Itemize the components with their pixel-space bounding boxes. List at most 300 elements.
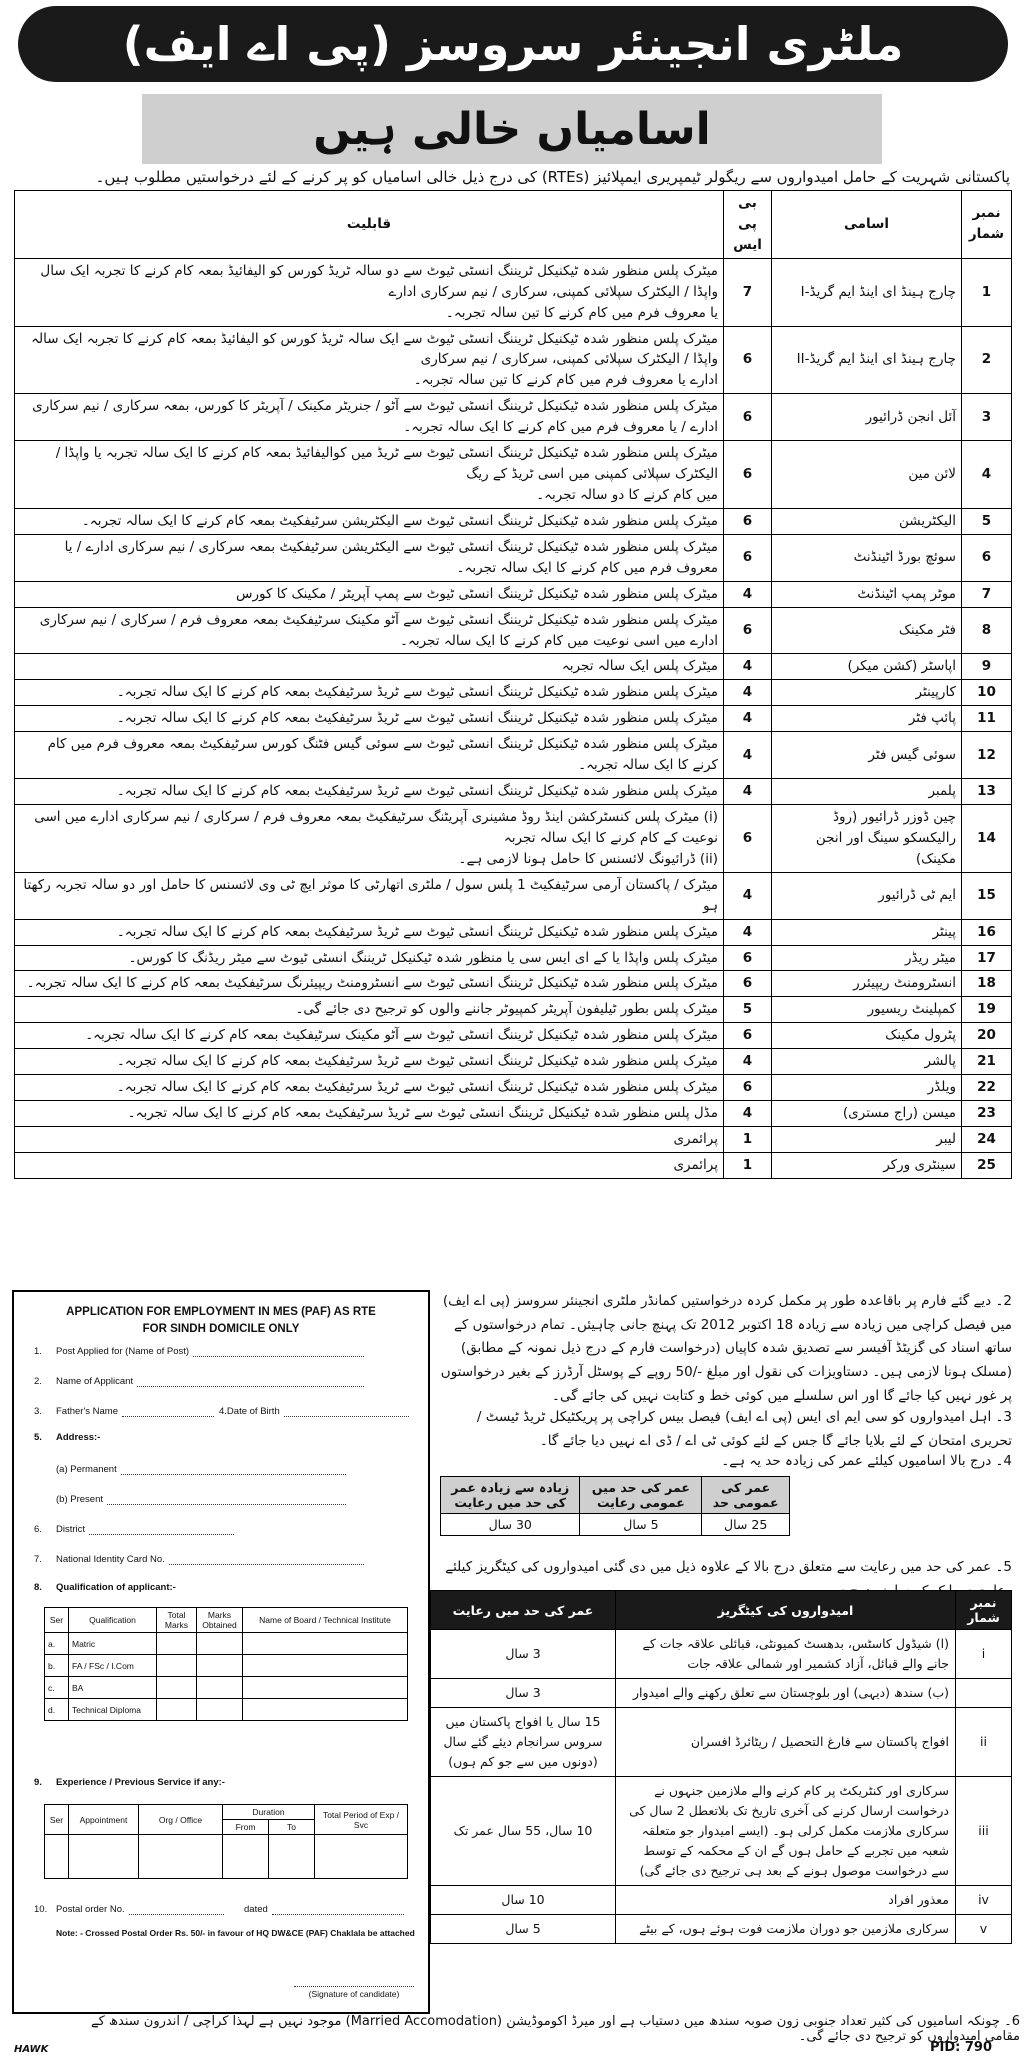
- qualification-cell: [15, 1152, 724, 1178]
- table-header-row: [15, 191, 1012, 259]
- table-row: [15, 326, 1012, 394]
- field-dob[interactable]: [219, 1406, 409, 1417]
- table-row: [45, 1835, 408, 1879]
- table-row: [15, 581, 1012, 607]
- bps-grade: 7: [724, 258, 772, 326]
- qualification-cell: [15, 654, 724, 680]
- field-number: 7.: [34, 1554, 42, 1565]
- relax-value: 10 سال، 55 سال عمر تک: [431, 1777, 616, 1886]
- age-value-cell: 30 سال: [441, 1514, 580, 1536]
- row-number: 10: [962, 680, 1012, 706]
- row-number: 18: [962, 971, 1012, 997]
- table-row: [15, 1075, 1012, 1101]
- exp-cell[interactable]: [223, 1835, 269, 1879]
- field-number: 10.: [34, 1904, 48, 1915]
- post-name: سینٹری ورکر: [772, 1152, 962, 1178]
- qual-cell[interactable]: [157, 1655, 197, 1677]
- table-row: [15, 508, 1012, 534]
- application-form: [12, 1290, 430, 2014]
- bps-grade: 6: [724, 804, 772, 872]
- relax-header-row: [431, 1591, 1012, 1630]
- qual-header-row: [45, 1608, 408, 1633]
- qual-name: FA / FSc / I.Com: [69, 1655, 157, 1677]
- row-number: 1: [962, 258, 1012, 326]
- relax-sr: [956, 1679, 1012, 1708]
- page-title: ملٹری انجینئر سروسز (پی اے ایف): [122, 17, 904, 71]
- qualification-line: میٹرک پلس منظور شدہ ٹیکنیکل ٹریننگ انسٹی ٹیوٹ سے ایک سالہ ٹریڈ کورس کو الیفائیڈ بمعہ کام کرنے کا تجربہ ایک سالہ واپڈا / الیکٹرک سپلائی کمپنی، سرکاری / نیم سرکاری: [31, 330, 718, 368]
- post-name: پالشر: [772, 1049, 962, 1075]
- qualification-line: میٹرک پلس منظور شدہ ٹیکنیکل ٹریننگ انسٹی ٹیوٹ سے الیکٹریشن سرٹیفکیٹ بمعہ سرکاری / نیم سرکاری ادارے / یا معروف فرم میں کام کرنے کا ایک سالہ تجربہ۔: [64, 538, 718, 576]
- qualification-cell: [15, 1049, 724, 1075]
- post-name: کمپلینٹ ریسیور: [772, 997, 962, 1023]
- table-row: [15, 804, 1012, 872]
- field-label: (b) Present: [56, 1494, 103, 1505]
- qualification-cell: [15, 706, 724, 732]
- field-label: Post Applied for (Name of Post): [56, 1346, 190, 1357]
- field-address: [34, 1432, 234, 1443]
- field-experience: [34, 1777, 334, 1788]
- table-row: [15, 919, 1012, 945]
- relax-header-cell: نمبر شمار: [956, 1591, 1012, 1630]
- bps-grade: 6: [724, 508, 772, 534]
- table-row: [15, 394, 1012, 441]
- post-name: چارج ہینڈ ای اینڈ ایم گریڈ-II: [772, 326, 962, 394]
- row-number: 22: [962, 1075, 1012, 1101]
- relax-sr: v: [956, 1915, 1012, 1944]
- qualification-cell: [15, 872, 724, 919]
- qual-cell[interactable]: [197, 1699, 243, 1721]
- qual-ser: b.: [45, 1655, 69, 1677]
- post-name: میسن (راج مستری): [772, 1101, 962, 1127]
- post-name: پینٹر: [772, 919, 962, 945]
- exp-cell[interactable]: [45, 1835, 69, 1879]
- bps-grade: 6: [724, 534, 772, 581]
- bps-grade: 5: [724, 997, 772, 1023]
- qualification-cell: [15, 732, 724, 779]
- qualification-line: (i) میٹرک پلس کنسٹرکشن اینڈ روڈ مشینری آپریٹنگ سرٹیفکیٹ بمعہ معروف فرم / سرکاری / نیم سرکاری ادارے میں اسی نوعیت کے کام کرنے کا ایک سالہ تجربہ: [34, 808, 718, 846]
- row-number: 13: [962, 779, 1012, 805]
- relax-category: سرکاری ملازمین جو دوران ملازمت فوت ہوئے ہوں، کے بیٹے: [616, 1915, 956, 1944]
- field-line[interactable]: [121, 1464, 346, 1475]
- qualification-cell: [15, 804, 724, 872]
- qual-cell[interactable]: [243, 1633, 408, 1655]
- exp-header-cell: Org / Office: [139, 1805, 223, 1835]
- post-name: پٹرول مکینک: [772, 1023, 962, 1049]
- table-row: [15, 732, 1012, 779]
- row-number: 19: [962, 997, 1012, 1023]
- row-number: 17: [962, 945, 1012, 971]
- field-qualification: [34, 1582, 334, 1593]
- row-number: 8: [962, 607, 1012, 654]
- bps-grade: 4: [724, 1049, 772, 1075]
- qualification-table: [44, 1607, 408, 1721]
- qualification-line: میٹرک پلس منظور شدہ ٹیکنیکل ٹریننگ انسٹی ٹیوٹ سے ٹریڈ سرٹیفکیٹ بمعہ کام کرنے کا ایک سالہ تجربہ۔: [116, 1079, 718, 1096]
- bps-grade: 4: [724, 654, 772, 680]
- qualification-line: میٹرک پلس ایک سالہ تجربہ: [561, 658, 718, 675]
- qualification-cell: [15, 508, 724, 534]
- relax-category: (ا) شیڈول کاسٹس، بدھسٹ کمیونٹی، قبائلی علاقہ جات کے جانے والے قبائل، آزاد کشمیر اور شمالی علاقہ جات: [616, 1630, 956, 1679]
- field-post[interactable]: [34, 1346, 364, 1357]
- form-title: [14, 1304, 428, 1337]
- bps-grade: 6: [724, 971, 772, 997]
- qual-cell[interactable]: [243, 1699, 408, 1721]
- field-label: 4.Date of Birth: [219, 1406, 280, 1417]
- field-line[interactable]: [193, 1346, 364, 1357]
- field-label: Name of Applicant: [56, 1376, 134, 1387]
- field-line[interactable]: [284, 1406, 409, 1417]
- row-number: 7: [962, 581, 1012, 607]
- page-subtitle: اسامیاں خالی ہیں: [313, 103, 711, 155]
- table-row: [15, 654, 1012, 680]
- qual-name: BA: [69, 1677, 157, 1699]
- relax-header-cell: عمر کی حد میں رعایت: [431, 1591, 616, 1630]
- field-line[interactable]: [129, 1904, 224, 1915]
- qualification-cell: [15, 441, 724, 509]
- age-limit-table: [440, 1476, 790, 1536]
- qualification-cell: [15, 680, 724, 706]
- bps-grade: 4: [724, 706, 772, 732]
- table-row: [15, 441, 1012, 509]
- bps-grade: 6: [724, 1075, 772, 1101]
- qualification-line: (ii) ڈرائیونگ لائسنس کا حامل ہونا لازمی ہے۔: [458, 850, 718, 867]
- qualification-cell: [15, 394, 724, 441]
- post-name: لائن مین: [772, 441, 962, 509]
- qualification-line: میٹرک پلس منظور شدہ ٹیکنیکل ٹریننگ انسٹی ٹیوٹ سے ٹریڈ سرٹیفکیٹ بمعہ کام کرنے کا ایک سالہ تجربہ۔: [116, 710, 718, 727]
- age-value-cell: 5 سال: [580, 1514, 702, 1536]
- qualification-line: میٹرک پلس منظور شدہ ٹیکنیکل ٹریننگ انسٹی ٹیوٹ سے ٹریڈ سرٹیفکیٹ بمعہ کام کرنے کا ایک سالہ تجربہ۔: [116, 783, 718, 800]
- qualification-line: میٹرک پلس منظور شدہ ٹیکنیکل ٹریننگ انسٹی ٹیوٹ سے ٹریڈ سرٹیفکیٹ بمعہ کام کرنے کا ایک سالہ تجربہ۔: [116, 1053, 718, 1070]
- exp-header-cell: Ser: [45, 1805, 69, 1835]
- table-row: [45, 1699, 408, 1721]
- subtitle-banner: [142, 94, 882, 164]
- table-row: [15, 779, 1012, 805]
- qualification-cell: [15, 1101, 724, 1127]
- field-postal-order[interactable]: [34, 1904, 224, 1915]
- header-bps: بی پی ایس: [724, 191, 772, 259]
- bps-grade: 6: [724, 1023, 772, 1049]
- field-district[interactable]: [34, 1524, 234, 1535]
- qual-header-cell: Ser: [45, 1608, 69, 1633]
- note-2: 2۔ دیے گئے فارم پر باقاعدہ طور پر مکمل کردہ درخواستیں کمانڈر ملٹری انجینئر سروسز (پی اے ایف) میں فیصل کراچی میں زیادہ سے زیادہ 18 اکتوبر 2012 تک پہنچ جانی چاہیئں۔ تمام درخواستوں کے ساتھ اسناد کی گزیٹڈ آفیسر سے تصدیق شدہ کاپیاں (درخواست فارم کے درج ذیل نمونہ کے مطابق) (مسلک ہونا لازمی ہیں۔ دستاویزات کی نقول اور مبلغ -/50 روپے کے پوسٹل آرڈرز کے بغیر درخواستوں پر غور نہیں کیا جائے گا اور اس سلسلے میں کوئی خط و کتابت نہیں کی جائے گی۔: [440, 1293, 1012, 1404]
- form-note: Note: - Crossed Postal Order Rs. 50/- in favour of HQ DW&CE (PAF) Chaklala be attached: [56, 1928, 415, 1938]
- bps-grade: 4: [724, 919, 772, 945]
- table-row: [431, 1915, 1012, 1944]
- post-name: چارج ہینڈ ای اینڈ ایم گریڈ-I: [772, 258, 962, 326]
- post-name: میٹر ریڈر: [772, 945, 962, 971]
- qual-name: Matric: [69, 1633, 157, 1655]
- qualification-line: پرائمری: [673, 1130, 718, 1147]
- row-number: 16: [962, 919, 1012, 945]
- table-row: [15, 706, 1012, 732]
- bps-grade: 6: [724, 394, 772, 441]
- field-number: 3.: [34, 1406, 42, 1417]
- qual-header-cell: Name of Board / Technical Institute: [243, 1608, 408, 1633]
- relax-value: 5 سال: [431, 1915, 616, 1944]
- form-title-line1: APPLICATION FOR EMPLOYMENT IN MES (PAF) AS RTE: [66, 1306, 376, 1318]
- qual-header-cell: Marks Obtained: [197, 1608, 243, 1633]
- exp-cell[interactable]: [139, 1835, 223, 1879]
- qualification-line: میٹرک پلس بطور ٹیلیفون آپریٹر کمپیوٹر جاننے والوں کو ترجیح دی جائے گی۔: [295, 1001, 718, 1018]
- post-name: آئل انجن ڈرائیور: [772, 394, 962, 441]
- field-label: (a) Permanent: [56, 1464, 117, 1475]
- signature-label: (Signature of candidate): [294, 1986, 414, 1999]
- bps-grade: 1: [724, 1126, 772, 1152]
- qual-ser: c.: [45, 1677, 69, 1699]
- age-header-cell: زیادہ سے زیادہ عمر کی حد میں رعایت: [441, 1477, 580, 1514]
- qual-ser: d.: [45, 1699, 69, 1721]
- table-row: [15, 997, 1012, 1023]
- qualification-line: میٹرک پلس منظور شدہ ٹیکنیکل ٹریننگ انسٹی ٹیوٹ سے دو سالہ ٹریڈ کورس کو الیفائیڈ بمعہ کام کرنے کا تجربہ ایک سال واپڈا / الیکٹرک سپلائی کمپنی، سرکاری / نیم سرکاری ادارے: [40, 262, 718, 300]
- field-label: National Identity Card No.: [56, 1554, 165, 1565]
- qualification-line: میٹرک پلس منظور شدہ ٹیکنیکل ٹریننگ انسٹی ٹیوٹ سے آٹو / جنریٹر مکینک / آپریٹر کا کورس، بمعہ سرکاری / نیم سرکاری ادارے / یا معروف فرم میں کام کرنے کا ایک سالہ تجربہ۔: [32, 398, 718, 436]
- field-label: Qualification of applicant:-: [56, 1582, 176, 1593]
- qualification-line: پرائمری: [673, 1156, 718, 1173]
- exp-cell[interactable]: [69, 1835, 139, 1879]
- field-postal-date[interactable]: [244, 1904, 404, 1915]
- age-value-row: [441, 1514, 790, 1536]
- row-number: 21: [962, 1049, 1012, 1075]
- qualification-cell: [15, 1075, 724, 1101]
- qual-cell[interactable]: [197, 1633, 243, 1655]
- qualification-cell: [15, 997, 724, 1023]
- age-relaxation-table: [430, 1590, 1012, 1944]
- field-number: 5.: [34, 1432, 42, 1443]
- qual-cell[interactable]: [157, 1633, 197, 1655]
- post-name: سوئچ بورڈ اٹینڈنٹ: [772, 534, 962, 581]
- field-label: Father's Name: [56, 1406, 119, 1417]
- post-name: پائپ فٹر: [772, 706, 962, 732]
- relax-sr: ii: [956, 1708, 1012, 1777]
- qualification-line: میٹرک پلس منظور شدہ ٹیکنیکل ٹریننگ انسٹی ٹیوٹ سے انسٹرومنٹ ریپیئرنگ سرٹیفکیٹ بمعہ کام کرنے کا ایک سالہ تجربہ۔: [26, 975, 718, 992]
- header-sr: نمبر شمار: [962, 191, 1012, 259]
- qual-ser: a.: [45, 1633, 69, 1655]
- form-title-line2: FOR SINDH DOMICILE ONLY: [142, 1322, 300, 1335]
- table-row: [45, 1633, 408, 1655]
- agency-logo: HAWK: [14, 2044, 49, 2055]
- relax-category: (ب) سندھ (دیہی) اور بلوچستان سے تعلق رکھنے والے امیدوار: [616, 1679, 956, 1708]
- relax-category: معذور افراد: [616, 1886, 956, 1915]
- qualification-cell: [15, 919, 724, 945]
- row-number: 4: [962, 441, 1012, 509]
- vacancies-table: [14, 190, 1012, 1179]
- field-label: Experience / Previous Service if any:-: [56, 1777, 225, 1788]
- field-label: dated: [244, 1904, 268, 1915]
- table-row: [431, 1708, 1012, 1777]
- qual-cell[interactable]: [157, 1699, 197, 1721]
- exp-header-cell: Appointment: [69, 1805, 139, 1835]
- bps-grade: 4: [724, 779, 772, 805]
- field-line[interactable]: [272, 1904, 404, 1915]
- table-row: [15, 1023, 1012, 1049]
- field-cnic[interactable]: [34, 1554, 364, 1565]
- row-number: 20: [962, 1023, 1012, 1049]
- table-row: [431, 1777, 1012, 1886]
- relax-header-cell: امیدواروں کی کیٹگریز: [616, 1591, 956, 1630]
- post-name: اپاسٹر (کشن میکر): [772, 654, 962, 680]
- relax-value: 3 سال: [431, 1679, 616, 1708]
- title-banner: [18, 6, 1008, 82]
- qualification-cell: [15, 1023, 724, 1049]
- table-row: [15, 872, 1012, 919]
- table-row: [15, 258, 1012, 326]
- qual-header-cell: Total Marks: [157, 1608, 197, 1633]
- table-row: [15, 680, 1012, 706]
- age-header-cell: عمر کی حد میں عمومی رعایت: [580, 1477, 702, 1514]
- header-post: اسامی: [772, 191, 962, 259]
- qualification-line: میٹرک پلس واپڈا یا کے ای ایس سی یا منظور شدہ ٹیکنیکل ٹریننگ انسٹی ٹیوٹ سے میٹر ریڈنگ کا کورس۔: [128, 949, 718, 966]
- post-name: سوئی گیس فٹر: [772, 732, 962, 779]
- qualification-line: میٹرک / پاکستان آرمی سرٹیفکیٹ 1 پلس سول / ملٹری اتھارٹی کا موثر ایچ ٹی وی لائسنس کا حامل اور دو سالہ تجربہ رکھتا ہو: [23, 876, 718, 914]
- qual-name: Technical Diploma: [69, 1699, 157, 1721]
- qualification-line: میٹرک پلس منظور شدہ ٹیکنیکل ٹریننگ انسٹی ٹیوٹ سے الیکٹریشن سرٹیفکیٹ بمعہ کام کرنے کا ایک سالہ تجربہ۔: [81, 512, 718, 529]
- age-header-cell: عمر کی عمومی حد: [702, 1477, 790, 1514]
- field-address-permanent[interactable]: [56, 1464, 346, 1475]
- row-number: 14: [962, 804, 1012, 872]
- qualification-cell: [15, 534, 724, 581]
- bps-grade: 4: [724, 732, 772, 779]
- field-label: Postal order No.: [56, 1904, 125, 1915]
- qualification-line: میٹرک پلس منظور شدہ ٹیکنیکل ٹریننگ انسٹی ٹیوٹ سے آٹو مکینک سرٹیفکیٹ بمعہ کام کرنے کا ایک سالہ تجربہ۔: [85, 1027, 718, 1044]
- row-number: 24: [962, 1126, 1012, 1152]
- qualification-line: ادارے یا معروف فرم میں کام کرنے کا تین سالہ تجربہ۔: [413, 372, 718, 389]
- exp-header-cell: Duration: [223, 1805, 315, 1820]
- relax-category: سرکاری اور کنٹریکٹ پر کام کرنے والے ملازمین جنہوں نے درخواست ارسال کرنے کی آخری تاریخ تک بلاتعطل 2 سال کی سرکاری ملازمت مکمل کرلی ہو۔ (ایسے امیدوار جو متعلقہ شعبہ میں تجربے کے حامل ہوں گے ان کے محکمہ کے توسط سے درخواست موصول ہونے کے بعد ہی ترجیح دی جائے گی): [616, 1777, 956, 1886]
- table-row: [15, 607, 1012, 654]
- field-number: 9.: [34, 1777, 42, 1788]
- bps-grade: 6: [724, 441, 772, 509]
- pid-label: PID: 790: [930, 2040, 993, 2055]
- experience-table: [44, 1804, 408, 1879]
- field-number: 1.: [34, 1346, 42, 1357]
- bps-grade: 4: [724, 581, 772, 607]
- qualification-cell: [15, 1126, 724, 1152]
- field-line[interactable]: [89, 1524, 234, 1535]
- qual-cell[interactable]: [243, 1655, 408, 1677]
- field-address-present[interactable]: [56, 1494, 346, 1505]
- qual-cell[interactable]: [243, 1677, 408, 1699]
- qualification-cell: [15, 945, 724, 971]
- post-name: فٹر مکینک: [772, 607, 962, 654]
- table-row: [15, 971, 1012, 997]
- qual-cell[interactable]: [197, 1677, 243, 1699]
- post-name: موٹر پمپ اٹینڈنٹ: [772, 581, 962, 607]
- field-line[interactable]: [169, 1554, 364, 1565]
- field-label: District: [56, 1524, 86, 1535]
- row-number: 5: [962, 508, 1012, 534]
- qualification-line: میٹرک پلس منظور شدہ ٹیکنیکل ٹریننگ انسٹی ٹیوٹ سے پمپ آپریٹر / مکینک کا کورس: [236, 585, 718, 602]
- qualification-line: مڈل پلس منظور شدہ ٹیکنیکل ٹریننگ انسٹی ٹیوٹ سے ٹریڈ سرٹیفکیٹ بمعہ کام کرنے کا ایک سالہ تجربہ۔: [127, 1105, 718, 1122]
- bps-grade: 6: [724, 607, 772, 654]
- table-row: [15, 1152, 1012, 1178]
- qualification-line: میٹرک پلس منظور شدہ ٹیکنیکل ٹریننگ انسٹی ٹیوٹ سے ٹریڈ میں کوالیفائیڈ بمعہ کام کرنے کا ایک سالہ تجربہ یا واپڈا / الیکٹرک سپلائی کمپنی میں اسی ٹریڈ کے ریگ: [55, 445, 718, 483]
- row-number: 11: [962, 706, 1012, 732]
- exp-header-row: [45, 1805, 408, 1820]
- qualification-cell: [15, 971, 724, 997]
- table-row: [15, 1049, 1012, 1075]
- qualification-cell: [15, 607, 724, 654]
- bps-grade: 4: [724, 1101, 772, 1127]
- field-father-name[interactable]: [34, 1406, 214, 1417]
- vacancies-body: [15, 258, 1012, 1178]
- field-line[interactable]: [122, 1406, 214, 1417]
- age-header-row: [441, 1477, 790, 1514]
- note-5: 5۔ عمر کی حد میں رعایت سے متعلق درج بالا کے علاوہ ذیل میں دی گئی امیدواروں کی کیٹگریز کیلئے: [445, 1559, 1012, 1575]
- relax-value: 10 سال: [431, 1886, 616, 1915]
- post-name: ایم ٹی ڈرائیور: [772, 872, 962, 919]
- post-name: انسٹرومنٹ ریپیئرر: [772, 971, 962, 997]
- row-number: 6: [962, 534, 1012, 581]
- field-name[interactable]: [34, 1376, 364, 1387]
- field-line[interactable]: [137, 1376, 364, 1387]
- bps-grade: 4: [724, 872, 772, 919]
- bps-grade: 6: [724, 326, 772, 394]
- table-row: [15, 945, 1012, 971]
- qualification-line: میٹرک پلس منظور شدہ ٹیکنیکل ٹریننگ انسٹی ٹیوٹ سے ٹریڈ سرٹیفکیٹ بمعہ کام کرنے کا ایک سالہ تجربہ۔: [116, 923, 718, 940]
- note-3: 3۔ اہل امیدواروں کو سی ایم ای ایس (پی اے ایف) فیصل بیس کراچی پر پریکٹیکل ٹریڈ ٹیسٹ / تحریری امتحان کے لئے بلایا جائے گا جس کے لئے کوئی ٹی اے / ڈی اے نہیں دیا جائے گا۔: [476, 1409, 1012, 1449]
- relax-value: 3 سال: [431, 1630, 616, 1679]
- post-name: پلمبر: [772, 779, 962, 805]
- qualification-line: میٹرک پلس منظور شدہ ٹیکنیکل ٹریننگ انسٹی ٹیوٹ سے آٹو مکینک سرٹیفکیٹ بمعہ معروف فرم / سرکاری / نیم سرکاری ادارے میں اسی نوعیت میں کام کرنے کا ایک سالہ تجربہ۔: [39, 611, 718, 649]
- post-name: ویلڈر: [772, 1075, 962, 1101]
- exp-subheader-cell: To: [269, 1820, 315, 1835]
- table-row: [431, 1679, 1012, 1708]
- field-line[interactable]: [107, 1494, 346, 1505]
- relax-sr: iv: [956, 1886, 1012, 1915]
- table-row: [15, 1101, 1012, 1127]
- bps-grade: 1: [724, 1152, 772, 1178]
- exp-cell[interactable]: [269, 1835, 315, 1879]
- post-name: کارپینٹر: [772, 680, 962, 706]
- row-number: 23: [962, 1101, 1012, 1127]
- table-row: [15, 1126, 1012, 1152]
- footer-note: 6۔ چونکہ اسامیوں کی کثیر تعداد جنوبی زون صوبہ سندھ میں دستیاب ہے اور میرڈ اکوموڈیشن (Married Accomodation) موجود نہیں ہے لہذا کراچی / اندرون سندھ کے مقامی امیدواروں کو ترجیح دی جائے گی۔: [90, 2014, 1020, 2044]
- table-row: [45, 1655, 408, 1677]
- header-qualification: قابلیت: [15, 191, 724, 259]
- intro-text: پاکستانی شہریت کے حامل امیدواروں سے ریگولر ٹیمپریری ایمپلائیز (RTEs) کی درج ذیل خالی اسامیاں کو پر کرنے کے لئے درخواستیں مطلوب ہیں۔: [95, 168, 1010, 186]
- post-name: چین ڈوزر ڈرائیور (روڈ رالیکسکو سینگ اور انجن مکینک): [772, 804, 962, 872]
- row-number: 12: [962, 732, 1012, 779]
- table-row: [15, 534, 1012, 581]
- row-number: 15: [962, 872, 1012, 919]
- qualification-cell: [15, 779, 724, 805]
- qual-cell[interactable]: [157, 1677, 197, 1699]
- relax-value: 15 سال یا افواج پاکستان میں سروس سرانجام دیئے گئے سال (دونوں میں سے جو کم ہوں): [431, 1708, 616, 1777]
- qualification-cell: [15, 581, 724, 607]
- field-number: 2.: [34, 1376, 42, 1387]
- bps-grade: 4: [724, 680, 772, 706]
- relax-sr: i: [956, 1630, 1012, 1679]
- qual-cell[interactable]: [197, 1655, 243, 1677]
- qualification-cell: [15, 326, 724, 394]
- row-number: 9: [962, 654, 1012, 680]
- note-4: 4۔ درج بالا اسامیوں کیلئے عمر کی زیادہ حد یہ ہے۔: [721, 1453, 1012, 1469]
- row-number: 25: [962, 1152, 1012, 1178]
- exp-cell[interactable]: [315, 1835, 408, 1879]
- qualification-line: میٹرک پلس منظور شدہ ٹیکنیکل ٹریننگ انسٹی ٹیوٹ سے ٹریڈ سرٹیفکیٹ بمعہ کام کرنے کا ایک سالہ تجربہ۔: [116, 684, 718, 701]
- age-value-cell: 25 سال: [702, 1514, 790, 1536]
- bps-grade: 6: [724, 945, 772, 971]
- field-label: Address:-: [56, 1432, 101, 1443]
- relax-sr: iii: [956, 1777, 1012, 1886]
- field-number: 8.: [34, 1582, 42, 1593]
- qualification-line: یا معروف فرم میں کام کرنے کا تین سالہ تجربہ۔: [445, 304, 718, 321]
- qualification-cell: [15, 258, 724, 326]
- qual-header-cell: Qualification: [69, 1608, 157, 1633]
- table-row: [45, 1677, 408, 1699]
- relax-body: [431, 1630, 1012, 1944]
- relax-category: افواج پاکستان سے فارغ التحصیل / ریٹائرڈ افسران: [616, 1708, 956, 1777]
- qualification-line: میٹرک پلس منظور شدہ ٹیکنیکل ٹریننگ انسٹی ٹیوٹ سے سوئی گیس فٹنگ کورس سرٹیفکیٹ بمعہ معروف فرم میں کام کرنے کا ایک سالہ تجربہ۔: [47, 736, 718, 774]
